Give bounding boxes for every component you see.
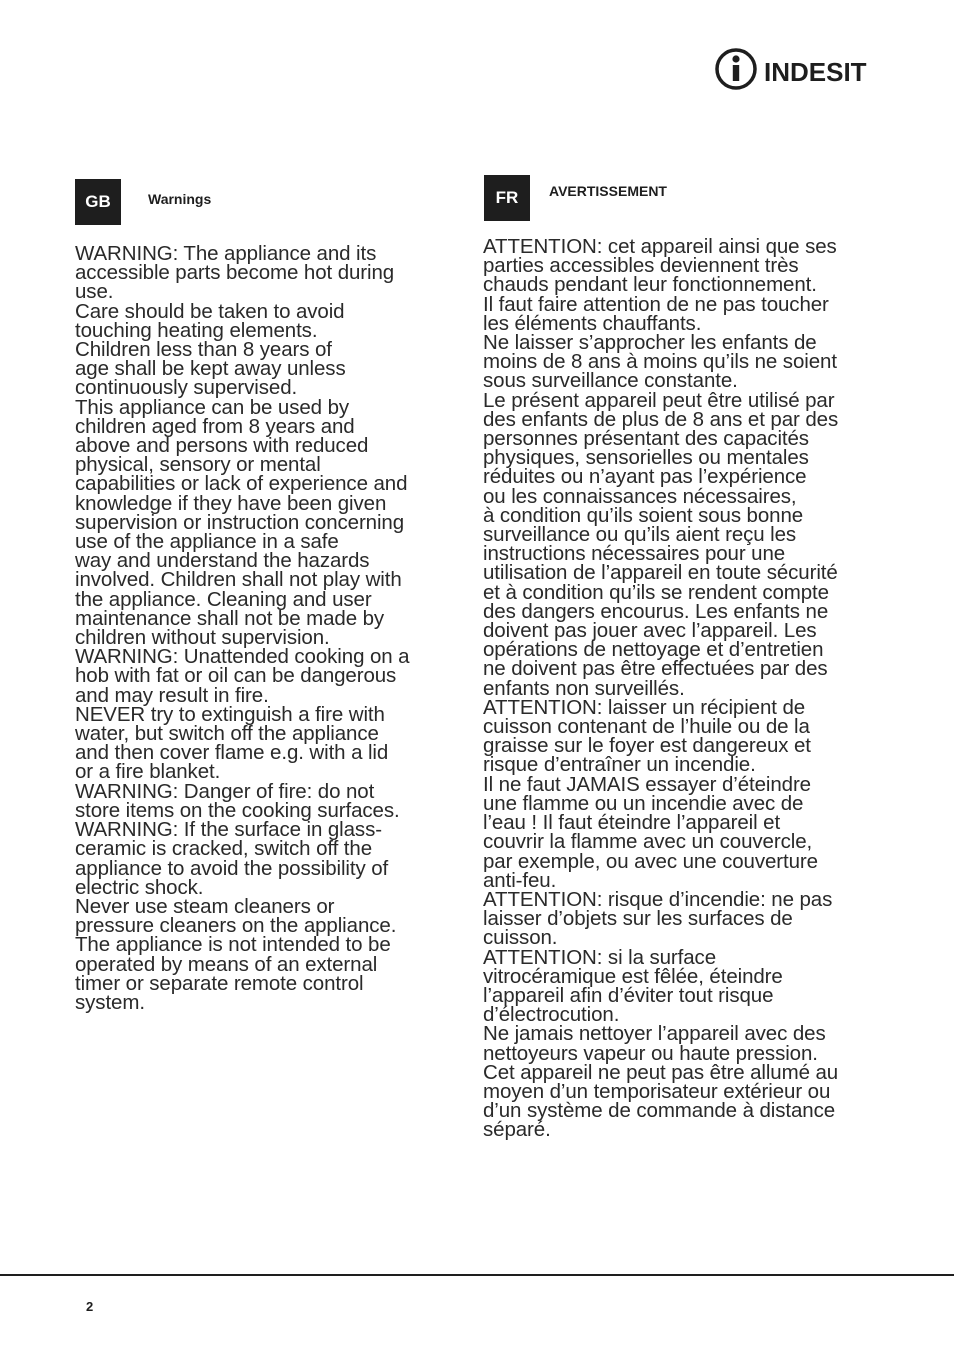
text-line: ne doivent pas être effectuées par des (483, 657, 828, 681)
text-line: ou les connaissances nécessaires, (483, 484, 797, 508)
text-line: hob with fat or oil can be dangerous (75, 664, 397, 688)
text-line: des enfants de plus de 8 ans et par des (483, 407, 839, 431)
language-badge-fr: FR (484, 175, 530, 221)
text-line: d’un système de commande à distance (483, 1099, 836, 1123)
text-line: instructions nécessaires pour une (483, 542, 786, 566)
indesit-logo-icon (714, 44, 876, 94)
text-line: vitrocéramique est fêlée, éteindre (483, 964, 783, 988)
text-line: risque d’entraîner un incendie. (483, 753, 756, 777)
language-badge-gb: GB (75, 179, 121, 225)
text-line: above and persons with reduced (75, 434, 369, 458)
text-line: supervision or instruction concerning (75, 510, 405, 534)
text-line: WARNING: Danger of fire: do not (75, 779, 375, 803)
text-line: Il ne faut JAMAIS essayer d’éteindre (483, 772, 811, 796)
text-line: d’électrocution. (483, 1003, 620, 1027)
text-line: à condition qu’ils soient sous bonne (483, 503, 804, 527)
text-line: accessible parts become hot during (75, 261, 395, 285)
text-line: pressure cleaners on the appliance. (75, 914, 397, 938)
text-line: touching heating elements. (75, 318, 318, 342)
text-line: couvrir la flamme avec un couvercle, (483, 830, 813, 854)
text-line: les éléments chauffants. (483, 311, 702, 335)
text-line: surveillance ou qu’ils aient reçu les (483, 523, 797, 547)
text-line: anti-feu. (483, 868, 557, 892)
text-line: system. (75, 990, 145, 1014)
text-line: operated by means of an external (75, 952, 378, 976)
text-line: WARNING: Unattended cooking on a (75, 645, 410, 669)
indesit-logo (714, 44, 876, 94)
text-line: enfants non surveillés. (483, 676, 685, 700)
text-line: and then cover flame e.g. with a lid (75, 741, 389, 765)
text-line: personnes présentant des capacités (483, 427, 809, 451)
text-line: Il faut faire attention de ne pas toucher (483, 292, 829, 316)
text-line: WARNING: The appliance and its (75, 242, 377, 265)
text-line: capabilities or lack of experience and (75, 472, 408, 496)
text-line: WARNING: If the surface in glass- (75, 818, 382, 842)
text-line: ATTENTION: cet appareil ainsi que ses (483, 235, 837, 258)
section-title-fr: AVERTISSEMENT (549, 183, 667, 199)
text-line: utilisation de l’appareil en toute sécurité (483, 561, 838, 585)
text-line: physiques, sensorielles ou mentales (483, 446, 809, 470)
text-line: moyen d’un temporisateur extérieur ou (483, 1079, 831, 1103)
text-line: nettoyeurs vapeur ou haute pression. (483, 1041, 818, 1065)
text-line: Ne laisser s’approcher les enfants de (483, 331, 817, 355)
brand-name: INDESIT (764, 57, 867, 87)
text-line: cuisson. (483, 926, 558, 950)
text-line: doivent pas jouer avec l’appareil. Les (483, 619, 817, 643)
text-line: réduites ou n’ayant pas l’expérience (483, 465, 807, 489)
text-line: laisser d’objets sur les surfaces de (483, 907, 793, 931)
text-line: The appliance is not intended to be (75, 933, 391, 957)
text-line: maintenance shall not be made by (75, 606, 385, 630)
text-line: or a fire blanket. (75, 760, 221, 784)
text-line: Never use steam cleaners or (75, 894, 335, 918)
text-line: children aged from 8 years and (75, 414, 355, 438)
text-line: physical, sensory or mental (75, 453, 321, 477)
text-line: Cet appareil ne peut pas être allumé au (483, 1060, 839, 1084)
text-line: and may result in fire. (75, 683, 269, 707)
text-line: water, but switch off the appliance (75, 722, 379, 746)
text-line: age shall be kept away unless (75, 357, 346, 381)
text-line: use. (75, 280, 114, 304)
text-line: the appliance. Cleaning and user (75, 587, 372, 611)
text-line: electric shock. (75, 875, 204, 899)
warnings-text-gb (75, 244, 409, 1012)
text-line: parties accessibles deviennent très (483, 254, 799, 278)
text-line: appliance to avoid the possibility of (75, 856, 389, 880)
text-line: Le présent appareil peut être utilisé par (483, 388, 835, 412)
text-line: chauds pendant leur fonctionnement. (483, 273, 817, 297)
text-line: use of the appliance in a safe (75, 530, 339, 554)
text-line: way and understand the hazards (75, 549, 370, 573)
warnings-text-fr (483, 237, 838, 1140)
text-line: opérations de nettoyage et d’entretien (483, 638, 824, 662)
text-line: children without supervision. (75, 626, 330, 650)
text-line: ATTENTION: si la surface (483, 945, 717, 969)
text-line: store items on the cooking surfaces. (75, 798, 400, 822)
text-line: l’appareil afin d’éviter tout risque (483, 983, 774, 1007)
text-line: l’eau ! Il faut éteindre l’appareil et (483, 811, 781, 835)
text-line: ATTENTION: risque d’incendie: ne pas (483, 887, 833, 911)
text-line: Ne jamais nettoyer l’appareil avec des (483, 1022, 826, 1046)
text-line: Children less than 8 years of (75, 338, 332, 362)
text-line: moins de 8 ans à moins qu’ils ne soient (483, 350, 837, 374)
text-line: graisse sur le foyer est dangereux et (483, 734, 811, 758)
text-line: sous surveillance constante. (483, 369, 738, 393)
text-line: knowledge if they have been given (75, 491, 387, 515)
text-line: Care should be taken to avoid (75, 299, 345, 323)
text-line: continuously supervised. (75, 376, 298, 400)
text-line: et à condition qu’ils se rendent compte (483, 580, 829, 604)
text-line: par exemple, ou avec une couverture (483, 849, 818, 873)
text-line: cuisson contenant de l’huile ou de la (483, 715, 810, 739)
text-line: des dangers encourus. Les enfants ne (483, 599, 829, 623)
page-number: 2 (86, 1299, 94, 1314)
text-line: NEVER try to extinguish a fire with (75, 702, 385, 726)
text-line: This appliance can be used by (75, 395, 350, 419)
text-line: timer or separate remote control (75, 971, 364, 995)
section-title-gb: Warnings (148, 191, 212, 207)
text-line: une flamme ou un incendie avec de (483, 791, 804, 815)
text-line: séparé. (483, 1118, 551, 1142)
text-line: ceramic is cracked, switch off the (75, 837, 372, 861)
text-line: involved. Children shall not play with (75, 568, 402, 592)
text-line: ATTENTION: laisser un récipient de (483, 695, 806, 719)
footer-divider (0, 1274, 954, 1276)
